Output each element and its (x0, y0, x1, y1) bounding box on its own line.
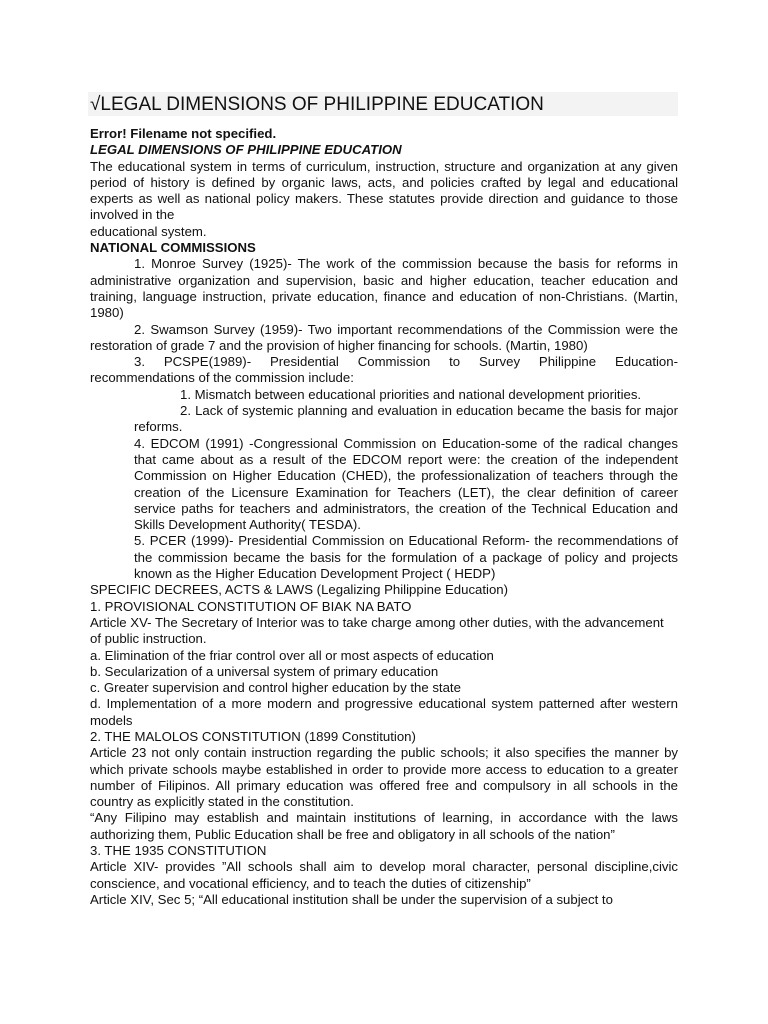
list-item: d. Implementation of a more modern and progressive educational system patterned after western models (90, 696, 678, 728)
commission-item-swamson: 2. Swamson Survey (1959)- Two important recommendations of the Commission were the restoration of grade 7 and the provision of higher financing for schools. (Martin, 1980) (90, 321, 678, 353)
error-line: Error! Filename not specified. (90, 126, 277, 141)
pcspe-recommendation-2: 2. Lack of systemic planning and evaluation in education became the basis for major reforms. (134, 403, 678, 435)
subtitle: LEGAL DIMENSIONS OF PHILIPPINE EDUCATION (90, 142, 402, 158)
constitution-1935-heading: 3. THE 1935 CONSTITUTION (90, 843, 267, 859)
malolos-heading: 2. THE MALOLOS CONSTITUTION (1899 Constitution) (90, 728, 416, 744)
malolos-article: Article 23 not only contain instruction regarding the public schools; it also specifies the manner by which private schools maybe established in order to provide more access to education to a greater number of Filipinos. All primary education was offered free and compulsory in all schools in the country as explicitly stated in the constitution. (90, 745, 678, 810)
intro-paragraph: The educational system in terms of curriculum, instruction, structure and organization at any given period of history is defined by organic laws, acts, and policies crafted by legal and educational experts as well as national policy makers. These statutes provide direction and guidance to those involved in the (90, 158, 678, 223)
list-item: c. Greater supervision and control higher education by the state (90, 680, 461, 696)
list-item: a. Elimination of the friar control over all or most aspects of education (90, 647, 494, 663)
national-commissions-heading: NATIONAL COMMISSIONS (90, 240, 256, 256)
commission-item-monroe: 1. Monroe Survey (1925)- The work of the commission because the basis for reforms in administrative organization and supervision, basic and higher education, teacher education and training, language instruction, private education, finance and education of non-Christians. (Martin, 1980) (90, 256, 678, 321)
commission-item-pcspe: 3. PCSPE(1989)- Presidential Commission to Survey Philippine Education- recommendations of the commission include: (90, 354, 678, 386)
document-title: √LEGAL DIMENSIONS OF PHILIPPINE EDUCATION (90, 94, 544, 115)
constitution-1935-article: Article XIV- provides ”All schools shall aim to develop moral character, personal discipline,civic conscience, and vocational efficiency, and to teach the duties of citizenship” (90, 859, 678, 891)
pcspe-recommendation-1: 1. Mismatch between educational priorities and national development priorities. (180, 386, 642, 402)
commission-item-edcom: 4. EDCOM (1991) -Congressional Commission on Education-some of the radical changes that came about as a result of the EDCOM report were: the creation of the independent Commission on Higher Education (CHED), the professionalization of teachers through the creation of the Licensure Examination for Teachers (LET), the clear definition of career service paths for teachers and administrators, the creation of the Technical Education and Skills Development Authority( TESDA). (134, 435, 678, 533)
constitution-1935-sec5: Article XIV, Sec 5; “All educational institution shall be under the supervision of a subject to (90, 891, 613, 907)
document-body (90, 126, 678, 908)
list-item: b. Secularization of a universal system of primary education (90, 663, 439, 679)
biak-na-bato-heading: 1. PROVISIONAL CONSTITUTION OF BIAK NA BATO (90, 598, 412, 614)
biak-na-bato-article: Article XV- The Secretary of Interior was to take charge among other duties, with the advancement of public instruction. (90, 614, 664, 647)
specific-decrees-heading: SPECIFIC DECREES, ACTS & LAWS (Legalizing Philippine Education) (90, 582, 509, 598)
intro-continuation: educational system. (90, 223, 207, 239)
commission-item-pcer: 5. PCER (1999)- Presidential Commission on Educational Reform- the recommendations of the commission became the basis for the formulation of a package of policy and projects known as the Higher Education Development Project ( HEDP) (134, 533, 678, 582)
malolos-quote: “Any Filipino may establish and maintain institutions of learning, in accordance with the laws authorizing them, Public Education shall be free and obligatory in all schools of the nation” (90, 810, 678, 842)
